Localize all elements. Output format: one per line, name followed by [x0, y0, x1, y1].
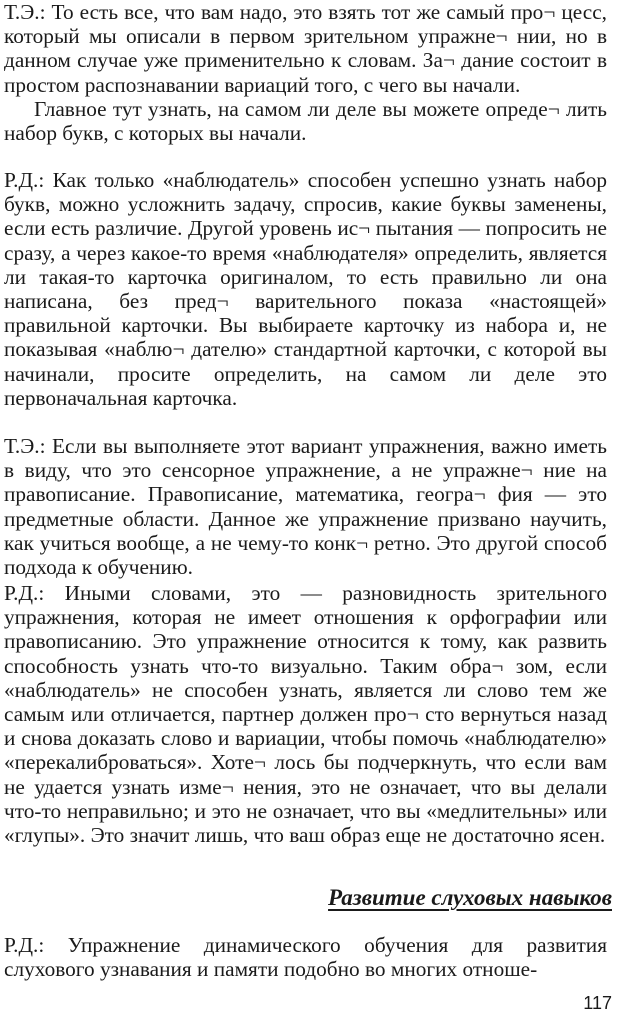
- paragraph-te-2: Т.Э.: Если вы выполняете этот вариант упражнения, важно иметь в виду, что это сенсорное упражнение, а не упражне¬ ние на правописание. Правописание, математика, геогра¬ фия — это предметные области. Данное же упражнение призвано научить, как учиться вообще, а не чему-то конк¬ ретно. Это другой способ подхода к обучению.: [4, 434, 607, 580]
- paragraph-te-1: [4, 0, 607, 145]
- paragraph-rd-3: Р.Д.: Упражнение динамического обучения для развития слухового узнавания и памяти подобно во многих отноше-: [4, 933, 607, 982]
- paragraph-text: с чего вы начали.: [363, 72, 521, 97]
- paragraph-text: Т.Э.: То есть все, что вам надо, это взять тот же самый про¬: [4, 0, 556, 24]
- paragraph-continuation: Главное тут узнать, на самом ли деле вы можете опреде¬ лить набор букв, с которых вы начали.: [4, 96, 607, 146]
- paragraph-rd-2: Р.Д.: Иными словами, это — разновидность зрительного упражнения, которая не имеет отношения к орфографии или правописанию. Это упражнение относится к тому, как развить способность узнать что-то визуально. Таким обра¬ зом, если «наблюдатель» не способен узнать, является ли слово тем же самым или отличается, партнер должен про¬ сто вернуться назад и снова доказать слово и вариации, чтобы помочь «наблюдателю» «перекалиброваться». Хоте¬ лось бы подчеркнуть, что если вам не удается узнать изме¬ нения, это не означает, что вы делали что-то неправильно; и это не означает, что вы «медлительны» или «глупы». Это значит лишь, что ваш образ еще не достаточно ясен.: [4, 581, 607, 848]
- paragraph-rd-1: Р.Д.: Как только «наблюдатель» способен успешно узнать набор букв, можно усложнить задачу, спросив, какие буквы заменены, если есть различие. Другой уровень ис¬ пытания — попросить не сразу, а через какое-то время «наблюдателя» определить, является ли такая-то карточка оригиналом, то есть правильно ли она написана, без пред¬ варительного показа «настоящей» правильной карточки. Вы выбираете карточку из набора и, не показывая «наблю¬ дателю» стандартной карточки, с которой вы начинали, просите определить, на самом ли деле это первоначальная карточка.: [4, 168, 607, 410]
- paragraph-text: нии, но в данном случае уже применительно к словам. За¬: [4, 24, 608, 73]
- page-number: 117: [583, 993, 612, 1013]
- paragraph-text: дание состоит в простом распознавании вариаций того,: [4, 48, 607, 97]
- section-heading: Развитие слуховых навыков: [328, 885, 612, 910]
- paragraph-text: цесс, который мы описали в первом зрительном упражне¬: [4, 0, 608, 49]
